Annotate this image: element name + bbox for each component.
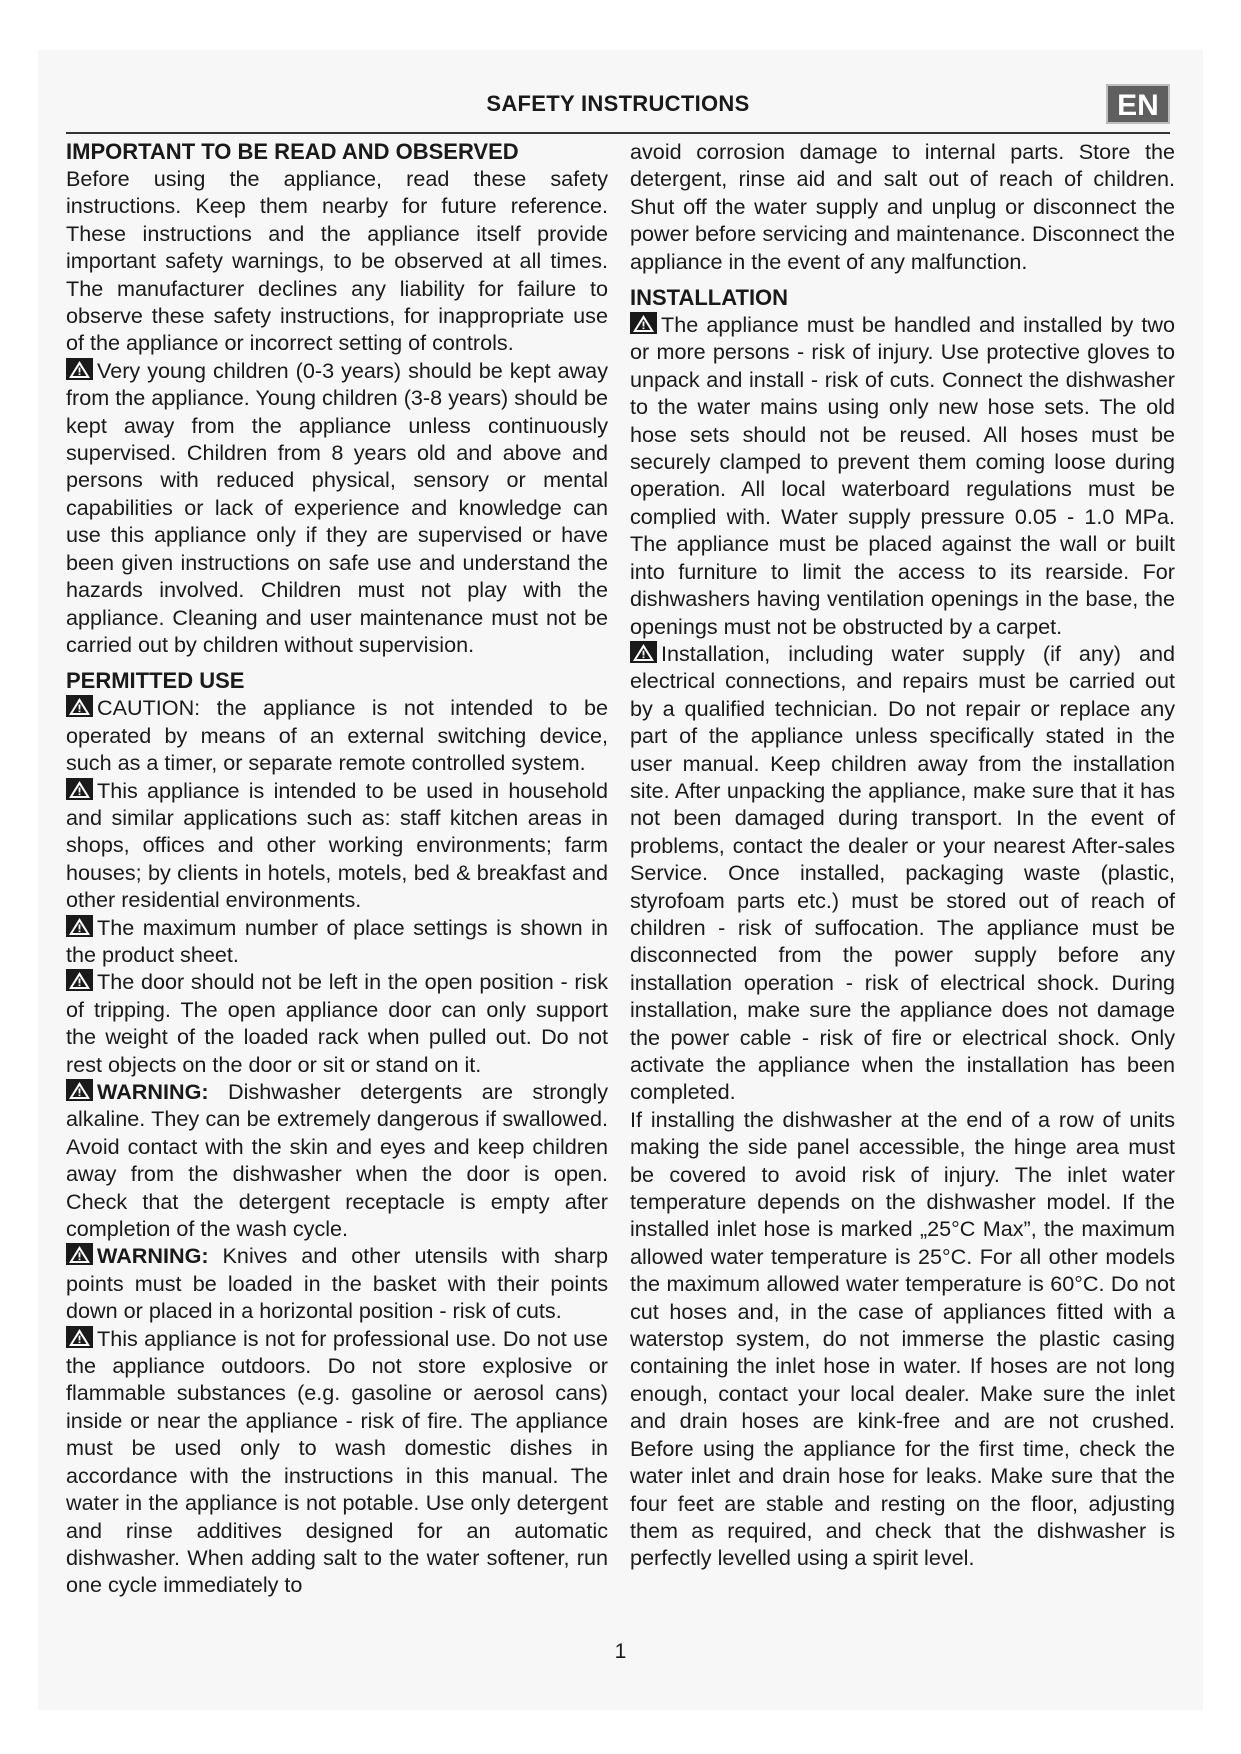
place-settings-text: The maximum number of place settings is shown in the product sheet. <box>66 914 608 967</box>
important-heading: IMPORTANT TO BE READ AND OBSERVED <box>66 139 519 164</box>
technician-text: Installation, including water supply (if any) and electrical connections, and repairs must be carried out by a qualified technician. Do not repair or replace any part of the appliance unless specifically stated in the user manual. Keep children away from the installation site. After unpacking the appliance, make sure that it has not been damaged during transport. In the event of problems, contact the dealer or your nearest After-sales Service. Once installed, packaging waste (plastic, styrofoam parts etc.) must be stored out of reach of children - risk of suffocation. The appliance must be disconnected from the power supply before any installation operation - risk of electrical shock. During installation, make sure the appliance does not damage the power cable - risk of fire or electrical shock. Only activate the appliance when the installation has been completed. <box>630 640 1175 1105</box>
place-settings-paragraph <box>66 914 608 969</box>
warning-triangle-icon <box>66 915 93 937</box>
door-text: The door should not be left in the open position - risk of tripping. The open appliance door can only support the weight of the loaded rack when pulled out. Do not rest objects on the door or sit or stand on it. <box>66 969 608 1077</box>
technician-paragraph <box>630 640 1175 1106</box>
left-column <box>66 138 608 1599</box>
warning-triangle-icon <box>66 778 93 800</box>
warning-label: WARNING: <box>97 1243 209 1269</box>
caution-text: CAUTION: the appliance is not intended to be operated by means of an external switching device, such as a timer, or separate remote controlled system. <box>66 695 608 776</box>
handling-text: The appliance must be handled and installed by two or more persons - risk of injury. Use protective gloves to unpack and install - risk of cuts. Connect the dishwasher to the water mains using only new hose sets. The old hose sets should not be reused. All hoses must be securely clamped to prevent them coming loose during operation. All local waterboard regulations must be complied with. Water supply pressure 0.05 - 1.0 MPa. The appliance must be placed against the wall or built into furniture to limit the access to its rearside. For dishwashers having ventilation openings in the base, the openings must not be obstructed by a carpet. <box>630 312 1175 639</box>
children-text: Very young children (0-3 years) should be kept away from the appliance. Young children (3-8 years) should be kept away from the appliance unless continuously supervised. Children from 8 years old and above and persons with reduced physical, sensory or mental capabilities or lack of experience and knowledge can use this appliance only if they are supervised or have been given instructions on safe use and understand the hazards involved. Children must not play with the appliance. Cleaning and user maintenance must not be carried out by children without supervision. <box>66 357 608 657</box>
handling-paragraph <box>630 311 1175 640</box>
page-header <box>66 88 1170 134</box>
household-text: This appliance is intended to be used in household and similar applications such as: staff kitchen areas in shops, offices and other working environments; farm houses; by clients in hotels, motels, bed & breakfast and other residential environments. <box>66 777 608 913</box>
warning-label: WARNING: <box>97 1079 209 1104</box>
warning-triangle-icon <box>66 1326 93 1348</box>
children-paragraph <box>66 357 608 658</box>
page-number: 1 <box>614 1640 627 1663</box>
warning-triangle-icon <box>66 969 93 991</box>
door-paragraph <box>66 968 608 1078</box>
continued-paragraph: avoid corrosion damage to internal parts. Store the detergent, rinse aid and salt out of reach of children. Shut off the water supply and unplug or disconnect the power before servicing and maintenance. Disconnect the appliance in the event of any malfunction. <box>630 139 1175 274</box>
language-badge: EN <box>1106 84 1170 124</box>
warning-triangle-icon <box>66 695 93 717</box>
warning-triangle-icon <box>66 358 93 380</box>
right-column <box>630 138 1175 1572</box>
end-of-row-paragraph: If installing the dishwasher at the end of a row of units making the side panel accessible, the hinge area must be covered to avoid risk of injury. The inlet water temperature depends on the dishwasher model. If the installed inlet hose is marked „25°C Max”, the maximum allowed water temperature is 25°C. For all other models the maximum allowed water temperature is 60°C. Do not cut hoses and, in the case of appliances fitted with a waterstop system, do not immerse the plastic casing containing the inlet hose in water. If hoses are not long enough, contact your local dealer. Make sure the inlet and drain hoses are kink-free and are not crushed. Before using the appliance for the first time, check the water inlet and drain hose for leaks. Make sure that the four feet are stable and resting on the floor, adjusting them as required, and check that the dishwasher is perfectly levelled using a spirit level. <box>630 1106 1175 1571</box>
detergents-warning-paragraph <box>66 1078 608 1242</box>
detergents-text: Dishwasher detergents are strongly alkaline. They can be extremely dangerous if swallowed. Avoid contact with the skin and eyes and keep children away from the dishwasher when the door is open. Check that the detergent receptacle is empty after completion of the wash cycle. <box>66 1079 609 1242</box>
permitted-use-heading: PERMITTED USE <box>66 668 245 694</box>
warning-triangle-icon <box>630 312 657 334</box>
installation-heading: INSTALLATION <box>630 285 789 311</box>
caution-paragraph <box>66 694 608 776</box>
intro-paragraph: Before using the appliance, read these safety instructions. Keep them nearby for future reference. These instructions and the appliance itself provide important safety warnings, to be observed at all times. The manufacturer declines any liability for failure to observe these safety instructions, for inappropriate use of the appliance or incorrect setting of controls. <box>66 166 608 356</box>
professional-use-paragraph <box>66 1325 608 1599</box>
warning-triangle-icon <box>630 641 657 663</box>
warning-triangle-icon <box>66 1079 93 1101</box>
professional-use-text: This appliance is not for professional use. Do not use the appliance outdoors. Do not store explosive or flammable substances (e.g. gasoline or aerosol cans) inside or near the appliance - risk of fire. The appliance must be used only to wash domestic dishes in accordance with the instructions in this manual. The water in the appliance is not potable. Use only detergent and rinse additives designed for an automatic dishwasher. When adding salt to the water softener, run one cycle immediately to <box>66 1325 608 1598</box>
page-title: SAFETY INSTRUCTIONS <box>486 91 750 116</box>
knives-text: Knives and other utensils with sharp points must be loaded in the basket with their points down or placed in a horizontal position - risk of cuts. <box>66 1243 608 1324</box>
household-paragraph <box>66 777 608 914</box>
knives-warning-paragraph <box>66 1242 608 1324</box>
warning-triangle-icon <box>66 1243 93 1265</box>
